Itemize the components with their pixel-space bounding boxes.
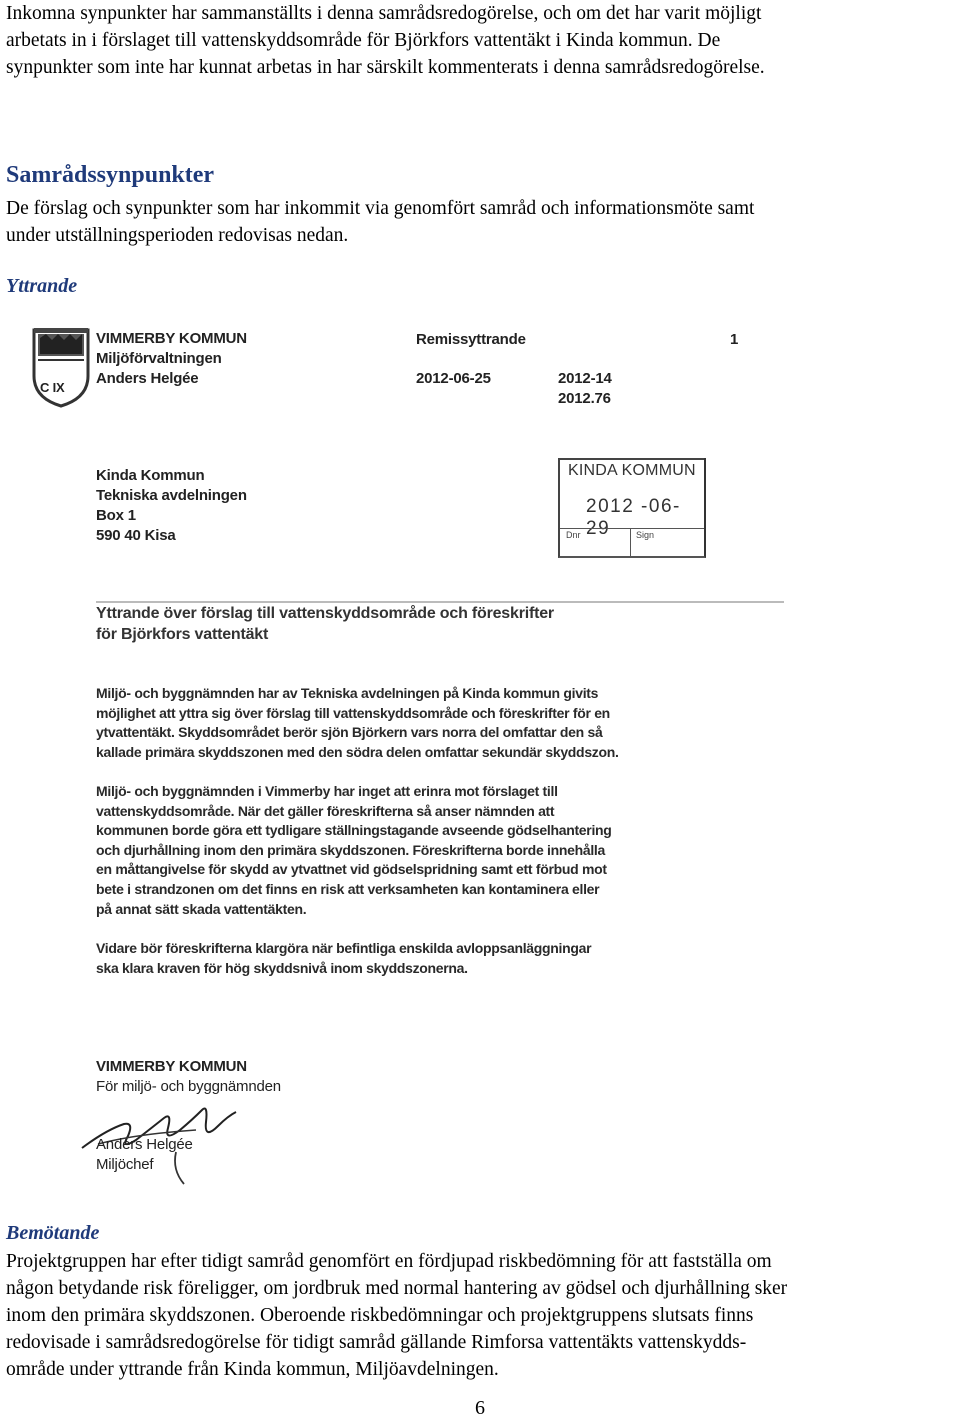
intro-paragraph xyxy=(6,0,956,81)
section-line: under utställningsperioden redovisas nedan. xyxy=(6,225,349,246)
letter-line: ska klara kraven för hög skyddsnivå inom skyddszonerna. xyxy=(96,959,468,976)
bemotande-line: redovisade i samrådsredogörelse för tidigt samråd gällande Rimforsa vattentäkts vattenskydds- xyxy=(6,1332,747,1353)
letter-line: bete i strandzonen om det finns en risk att verksamheten kan kontaminera eller xyxy=(96,880,600,897)
letter-title-line: Yttrande över förslag till vattenskyddsområde och föreskrifter xyxy=(96,605,554,622)
intro-line: Inkomna synpunkter har sammanställts i denna samrådsredogörelse, och om det har varit möjligt xyxy=(6,3,762,24)
signature-org: VIMMERBY KOMMUN xyxy=(96,1058,247,1075)
reference-numbers xyxy=(558,369,612,409)
letter-line: Miljö- och byggnämnden i Vimmerby har inget att erinra mot förslaget till xyxy=(96,783,558,799)
letter-title-line: för Björkfors vattentäkt xyxy=(96,626,269,643)
intro-line: synpunkter som inte har kunnat arbetas in har särskilt kommenterats i denna samrådsredogörelse. xyxy=(6,57,765,78)
page-number: 6 xyxy=(475,1397,485,1419)
reference-1: 2012-14 xyxy=(558,370,612,387)
intro-line: arbetats in i förslaget till vattenskyddsområde för Björkfors vattentäkt i Kinda kommun. De xyxy=(6,30,721,51)
recipient-line: Box 1 xyxy=(96,507,136,524)
stamp-date: 2012 -06- 29 xyxy=(586,496,681,539)
signer-name: Anders Helgée xyxy=(96,1136,193,1153)
section-heading: Samrådssynpunkter xyxy=(6,162,215,188)
section-paragraph xyxy=(6,195,956,249)
letter-line: ytvattentäkt. Skyddsområdet berör sjön Björkern vars norra del omfattar den så xyxy=(96,724,603,741)
letter-line: kommunen borde göra ett tydligare ställningstagande avseende gödselhantering xyxy=(96,822,612,839)
stamp-label-dnr: Dnr xyxy=(566,530,581,540)
sender-dept: Miljöförvaltningen xyxy=(96,350,222,367)
letter-line: Vidare bör föreskrifterna klargöra när befintliga enskilda avloppsanläggningar xyxy=(96,940,592,956)
sender-org: VIMMERBY KOMMUN xyxy=(96,330,247,347)
received-stamp xyxy=(558,458,706,558)
sender-block xyxy=(96,329,247,389)
doc-type: Remissyttrande xyxy=(416,331,526,348)
letter-line: på annat sätt skada vattentäkten. xyxy=(96,900,307,917)
recipient-address xyxy=(96,466,247,546)
bemotande-line: Projektgruppen har efter tidigt samråd genomfört en fördjupad riskbedömning för att fastställa om xyxy=(6,1251,772,1272)
stamp-name: KINDA KOMMUN xyxy=(568,462,696,479)
letter-page-number: 1 xyxy=(730,331,739,348)
letter-title xyxy=(96,603,554,645)
stamp-label-sign: Sign xyxy=(636,530,655,540)
bemotande-line: inom den primära skyddszonen. Oberoende riskbedömningar och projektgruppens slutsats finns xyxy=(6,1305,754,1326)
letter-date: 2012-06-25 xyxy=(416,370,491,387)
sender-person: Anders Helgée xyxy=(96,370,199,387)
signer-block xyxy=(96,1135,193,1175)
signature-body: För miljö- och byggnämnden xyxy=(96,1078,281,1095)
bemotande-line: någon betydande risk föreligger, om jordbruk med normal hantering av gödsel och djurhållning sker xyxy=(6,1278,788,1299)
recipient-line: Tekniska avdelningen xyxy=(96,487,247,504)
signer-title: Miljöchef xyxy=(96,1156,154,1173)
section-line: De förslag och synpunkter som har inkommit via genomfört samråd och informationsmöte samt xyxy=(6,198,755,219)
letter-paragraph-3 xyxy=(96,939,591,978)
letter-line: kallade primära skyddszonen med den södra delen omfattar sekundär skyddszon. xyxy=(96,743,619,760)
reference-2: 2012.76 xyxy=(558,390,611,407)
recipient-line: 590 40 Kisa xyxy=(96,527,176,544)
letter-paragraph-1 xyxy=(96,684,619,762)
letter-paragraph-2 xyxy=(96,782,612,919)
letter-line: och djurhållning inom den primära skyddszonen. Föreskrifterna borde innehålla xyxy=(96,841,605,858)
bemotande-line: område under yttrande från Kinda kommun, Miljöavdelningen. xyxy=(6,1359,499,1380)
letter-line: en måttangivelse för skydd av ytvattnet vid gödselspridning samt ett förbud mot xyxy=(96,861,607,878)
crest-letters: C IX xyxy=(40,380,65,395)
recipient-line: Kinda Kommun xyxy=(96,467,205,484)
letter-line: Miljö- och byggnämnden har av Tekniska avdelningen på Kinda kommun givits xyxy=(96,685,599,701)
bemotande-heading: Bemötande xyxy=(6,1222,100,1244)
letter-line: möjlighet att yttra sig över förslag till vattenskyddsområde och föreskrifter för en xyxy=(96,704,610,721)
signature-org-block xyxy=(96,1057,281,1097)
yttrande-label: Yttrande xyxy=(6,275,78,297)
bemotande-paragraph xyxy=(6,1248,956,1383)
letter-line: vattenskyddsområde. När det gäller föreskrifterna så anser nämnden att xyxy=(96,802,555,819)
